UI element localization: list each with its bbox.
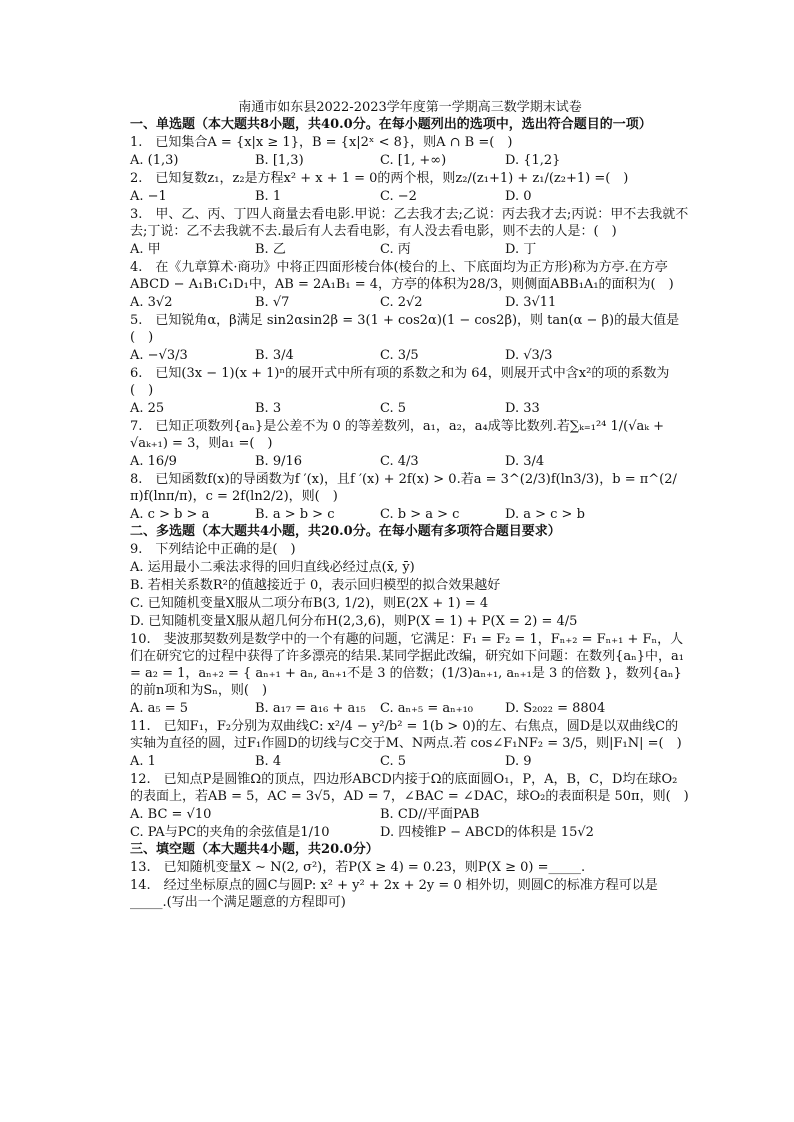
question: [130, 206, 690, 258]
options-row: [130, 400, 690, 417]
option: A. c > b > a: [130, 507, 210, 522]
option: D. 0: [505, 189, 532, 204]
option: C. b > a > c: [380, 507, 460, 522]
options-row: [130, 506, 690, 523]
option: D. 3/4: [505, 454, 545, 469]
options-row: [130, 188, 690, 205]
question: [130, 718, 690, 770]
question: [130, 365, 690, 417]
question: [130, 877, 690, 911]
option: B. 4: [255, 754, 282, 769]
option: B. [1,3): [255, 153, 304, 168]
options-row: [130, 806, 690, 823]
options-row: [130, 753, 690, 770]
option: C. 5: [380, 754, 407, 769]
option: A. 甲: [130, 242, 161, 257]
option: C. 丙: [380, 242, 411, 257]
option: B. a₁₇ = a₁₆ + a₁₅: [255, 701, 366, 716]
option: C. −2: [380, 189, 417, 204]
section-heading: 二、多选题（本大题共4小题，共20.0分。在每小题有多项符合题目要求）: [130, 524, 561, 539]
exam-section: [130, 117, 690, 523]
exam-page: [130, 96, 690, 912]
option: B. a > b > c: [255, 507, 335, 522]
question-stem: 9. 下列结论中正确的是( ): [130, 542, 296, 557]
option: B. 1: [255, 189, 282, 204]
option: D. 9: [505, 754, 532, 769]
option: B. √7: [255, 295, 290, 310]
option: D. 3√11: [505, 295, 557, 310]
option: D. a > c > b: [505, 507, 585, 522]
question-stem: 14. 经过坐标原点的圆C与圆P: x² + y² + 2x + 2y = 0 相外切，则圆C的标准方程可以是_____.(写出一个满足题意的方程即可): [130, 878, 658, 910]
option: C. 3/5: [380, 348, 419, 363]
question-stem: 2. 已知复数z₁，z₂是方程x² + x + 1 = 0的两个根，则z₂/(z₁+1) + z₁/(z₂+1) =( ): [130, 171, 629, 186]
question: [130, 312, 690, 364]
question: [130, 170, 690, 205]
option: B. 乙: [255, 242, 286, 257]
options-row: [130, 453, 690, 470]
options-row: [130, 152, 690, 169]
exam-section: [130, 842, 690, 911]
option: A. 16/9: [130, 454, 177, 469]
option: B. 3: [255, 401, 282, 416]
question-stem: 8. 已知函数f(x)的导函数为f ′(x)，且f ′(x) + 2f(x) > 0.若a = 3^(2/3)f(ln3/3)，b = π^(2/π)f(lnπ/π)，c = 2f(ln2/2)，则( ): [130, 472, 677, 504]
question-stem: 5. 已知锐角α，β满足 sin2αsin2β = 3(1 + cos2α)(1 − cos2β)，则 tan(α − β)的最大值是( ): [130, 313, 680, 345]
option: C. 4/3: [380, 454, 419, 469]
question-stem: 4. 在《九章算术·商功》中将正四面形棱台体(棱台的上、下底面均为正方形)称为方亭.在方亭ABCD − A₁B₁C₁D₁中，AB = 2A₁B₁ = 4，方亭的体积为28/3，则侧面ABB₁A₁的面积为( ): [130, 260, 674, 292]
exam-section: [130, 524, 690, 841]
question-stem: 3. 甲、乙、丙、丁四人商量去看电影.甲说：乙去我才去;乙说：丙去我才去;丙说：甲不去我就不去;丁说：乙不去我就不去.最后有人去看电影，有人没去看电影，则不去的人是：( ): [130, 207, 689, 239]
option: C. PA与PC的夹角的余弦值是1/10: [130, 825, 330, 840]
option: C. aₙ₊₅ = aₙ₊₁₀: [380, 701, 474, 716]
question-stem: 7. 已知正项数列{aₙ}是公差不为 0 的等差数列，a₁，a₂，a₄成等比数列.若∑ₖ₌₁²⁴ 1/(√aₖ + √aₖ₊₁) = 3，则a₁ =( ): [130, 419, 665, 451]
option: B. 3/4: [255, 348, 294, 363]
option: C. 2√2: [380, 295, 423, 310]
option: D. 丁: [505, 242, 537, 257]
option: A. 3√2: [130, 295, 173, 310]
option: A. (1,3): [130, 153, 179, 168]
option-line: D. 已知随机变量X服从超几何分布H(2,3,6)，则P(X = 1) + P(X = 2) = 4/5: [130, 614, 578, 629]
question-stem: 12. 已知点P是圆锥Ω的顶点，四边形ABCD内接于Ω的底面圆O₁，P，A，B，C，D均在球O₂的表面上，若AB = 5，AC = 3√5，AD = 7，∠BAC = ∠DAC，球O₂的表面积是 50π，则( ): [130, 772, 689, 804]
option: D. S₂₀₂₂ = 8804: [505, 701, 606, 716]
question-stem: 13. 已知随机变量X ∼ N(2, σ²)，若P(X ≥ 4) = 0.23，则P(X ≥ 0) =_____.: [130, 860, 586, 875]
question: [130, 418, 690, 470]
sections: [130, 117, 690, 911]
exam-title: 南通市如东县2022-2023学年度第一学期高三数学期末试卷: [238, 100, 582, 115]
question: [130, 771, 690, 841]
option: A. 25: [130, 401, 165, 416]
question: [130, 134, 690, 169]
option: A. BC = √10: [130, 807, 212, 822]
question: [130, 259, 690, 311]
option: B. 9/16: [255, 454, 303, 469]
question-stem: 11. 已知F₁，F₂分别为双曲线C: x²/4 − y²/b² = 1(b > 0)的左、右焦点，圆D是以双曲线C的实轴为直径的圆，过F₁作圆D的切线与C交于M、N两点.若 cos∠F₁NF₂ = 3/5，则|F₁N| =( ): [130, 719, 682, 751]
question-stem: 10. 斐波那契数列是数学中的一个有趣的问题，它满足：F₁ = F₂ = 1，Fₙ₊₂ = Fₙ₊₁ + Fₙ，人们在研究它的过程中获得了许多漂亮的结果.某同学据此改编，研究如下问题：在数列{aₙ}中，a₁ = a₂ = 1，aₙ₊₂ = { aₙ₊₁ + aₙ, aₙ₊₁不是 3 的倍数；(1/3)aₙ₊₁, aₙ₊₁是 3 的倍数 }，数列{aₙ}的前n项和为Sₙ，则( ): [130, 632, 685, 698]
question: [130, 541, 690, 630]
question: [130, 631, 690, 717]
option: D. 33: [505, 401, 540, 416]
option: A. 1: [130, 754, 156, 769]
option: A. −√3/3: [130, 348, 188, 363]
options-row: [130, 347, 690, 364]
options-row: [130, 294, 690, 311]
section-heading: 一、单选题（本大题共8小题，共40.0分。在每小题列出的选项中，选出符合题目的一项）: [130, 117, 652, 132]
option: C. [1, +∞): [380, 153, 447, 168]
option: B. CD//平面PAB: [380, 807, 480, 822]
option: D. {1,2}: [505, 153, 561, 168]
options-row: [130, 824, 690, 841]
question-stem: 6. 已知(3x − 1)(x + 1)ⁿ的展开式中所有项的系数之和为 64，则展开式中含x²的项的系数为( ): [130, 366, 670, 398]
option: C. 5: [380, 401, 407, 416]
option: A. a₅ = 5: [130, 701, 189, 716]
option-line: A. 运用最小二乘法求得的回归直线必经过点(x̄, ȳ): [130, 560, 415, 575]
question-stem: 1. 已知集合A = {x|x ≥ 1}，B = {x|2ˣ < 8}，则A ∩ B =( ): [130, 135, 513, 150]
question: [130, 859, 690, 876]
question: [130, 471, 690, 523]
options-row: [130, 241, 690, 258]
option-line: B. 若相关系数R²的值越接近于 0，表示回归模型的拟合效果越好: [130, 578, 501, 593]
option: A. −1: [130, 189, 167, 204]
option-line: C. 已知随机变量X服从二项分布B(3, 1/2)，则E(2X + 1) = 4: [130, 596, 489, 611]
option: D. 四棱锥P − ABCD的体积是 15√2: [380, 825, 594, 840]
options-row: [130, 700, 690, 717]
option: D. √3/3: [505, 348, 553, 363]
section-heading: 三、填空题（本大题共4小题，共20.0分）: [130, 842, 379, 857]
